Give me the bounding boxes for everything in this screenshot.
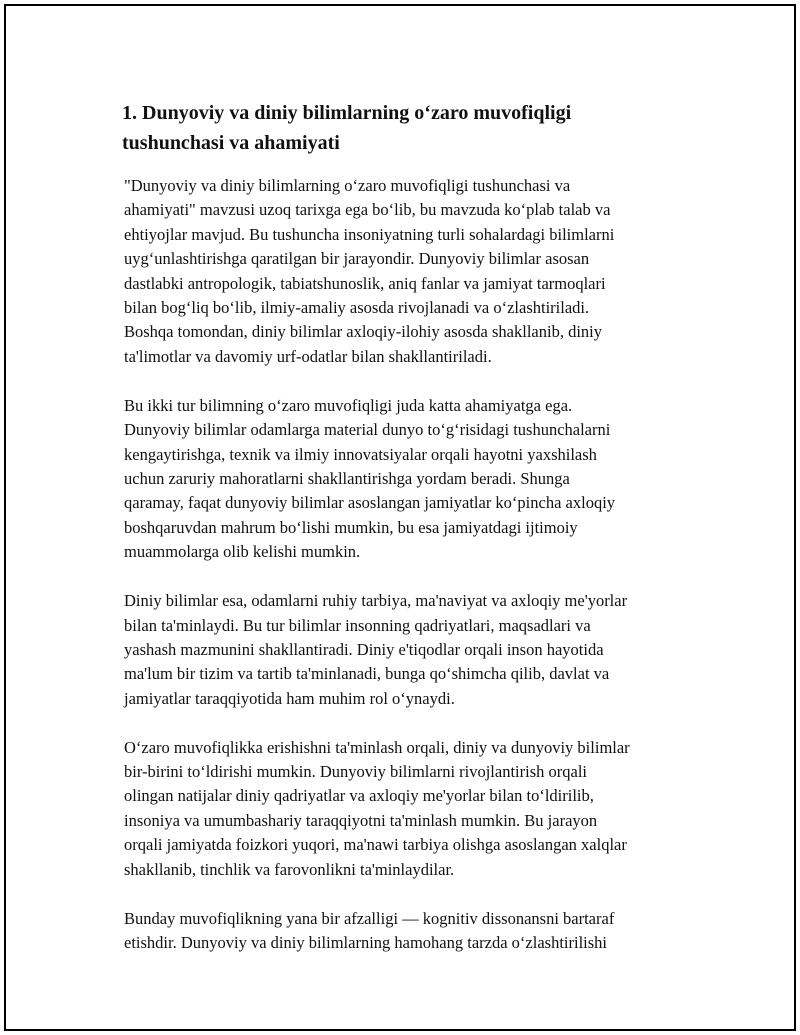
page-frame: [4, 4, 796, 1031]
section-heading: 1. Dunyoviy va diniy bilimlarning o‘zaro muvofiqligi tushunchasi va ahamiyati: [122, 102, 572, 154]
paragraph-4: O‘zaro muvofiqlikka erishishni ta'minlash orqali, diniy va dunyoviy bilimlar bir-birini to‘ldirishi mumkin. Dunyoviy bilimlarni rivojlantirish orqali olingan natijalar diniy qadriyatlar va axloqiy me'yorlar bilan to‘ldirilib, insoniya va umumbashariy taraqqiyotni ta'minlash mumkin. Bu jarayon orqali jamiyatda foizkori yuqori, ma'nawi tarbiya olishga asoslangan xalqlar shakllanib, tinchlik va farovonlikni ta'minlaydilar.: [124, 737, 630, 879]
paragraph-1: "Dunyoviy va diniy bilimlarning o‘zaro muvofiqligi tushunchasi va ahamiyati" mavzusi uzoq tarixga ega bo‘lib, bu mavzuda ko‘plab talab va ehtiyojlar mavjud. Bu tushuncha insoniyatning turli sohalardagi bilimlarni uyg‘unlashtirishga qaratilgan bir jarayondir. Dunyoviy bilimlar asosan dastlabki antropologik, tabiatshunoslik, aniq fanlar va jamiyat tarmoqlari bilan bog‘liq bo‘lib, ilmiy-amaliy asosda rivojlanadi va o‘zlashtiriladi. Boshqa tomondan, diniy bilimlar axloqiy-ilohiy asosda shakllanib, diniy ta'limotlar va davomiy urf-odatlar bilan shakllantiriladi.: [124, 176, 615, 366]
paragraph-3: Diniy bilimlar esa, odamlarni ruhiy tarbiya, ma'naviyat va axloqiy me'yorlar bilan ta'minlaydi. Bu tur bilimlar insonning qadriyatlari, maqsadlari va yashash mazmunini shakllantiradi. Diniy e'tiqodlar orqali inson hayotida ma'lum bir tizim va tartib ta'minlanadi, bunga qo‘shimcha qilib, davlat va jamiyatlar taraqqiyotida ham muhim rol o‘ynaydi.: [124, 591, 628, 708]
paragraph-2: Bu ikki tur bilimning o‘zaro muvofiqligi juda katta ahamiyatga ega. Dunyoviy bilimlar odamlarga material dunyo to‘g‘risidagi tushunchalarni kengaytirishga, texnik va ilmiy innovatsiyalar orqali hayotni yaxshilash uchun zaruriy mahoratlarni shakllantirishga yordam beradi. Shunga qaramay, faqat dunyoviy bilimlar asoslangan jamiyatlar ko‘pincha axloqiy boshqaruvdan mahrum bo‘lishi mumkin, bu esa jamiyatdagi ijtimoiy muammolarga olib kelishi mumkin.: [124, 395, 616, 562]
document-body: [119, 98, 699, 955]
paragraph-5: Bunday muvofiqlikning yana bir afzalligi — kognitiv dissonansni bartaraf etishdir. Dunyoviy va diniy bilimlarning hamohang tarzda o‘zlashtirilishi: [124, 908, 615, 952]
